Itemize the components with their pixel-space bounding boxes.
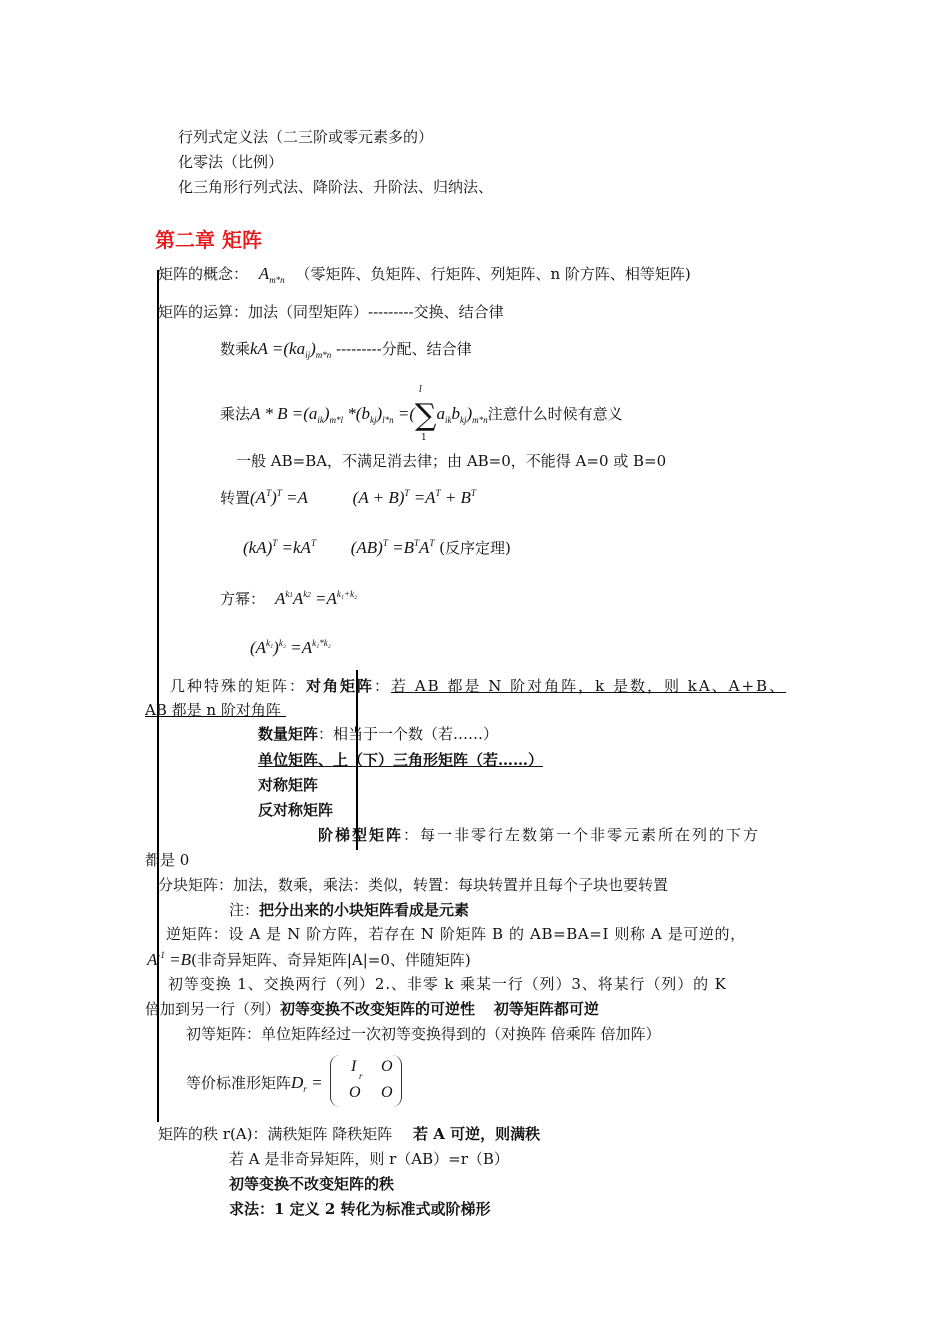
t2-eq: =A [409, 488, 436, 507]
concept-symbol-sub: m*n [269, 275, 285, 285]
scalar-mult-line [220, 339, 472, 361]
mult-close-3: ) [466, 404, 473, 423]
canonical-d: D [291, 1073, 304, 1092]
matrix-cell-11: I [351, 1058, 357, 1075]
t4-eq: =B [387, 538, 414, 557]
t4-sup3: T [429, 538, 435, 548]
inverse-sup: -1 [157, 950, 165, 960]
diag-colon: ： [374, 677, 392, 695]
p1-k1: k [285, 589, 290, 599]
p2-close: ) [273, 638, 279, 657]
mult-eq: =( [393, 404, 416, 423]
scalar-matrix-label: 数量矩阵 [258, 725, 319, 743]
sigma-symbol: ∑ [415, 398, 437, 433]
t1-sup: T [266, 488, 272, 498]
t3: (kA) [243, 538, 273, 557]
transpose-line-1 [220, 488, 476, 510]
elementary-line-2 [145, 999, 599, 1019]
matrix-cell-22: O [381, 1084, 393, 1101]
elementary-bold-1: 初等变换不改变矩阵的可逆性 [280, 1000, 476, 1018]
p1-sum: k₁+k₂ [336, 589, 358, 599]
block-line: 分块矩阵：加法，数乘，乘法：类似，转置：每块转置并且每个子块也要转置 [158, 876, 669, 894]
mult-sum-ik: ik [444, 415, 452, 425]
elementary-label-2: 倍加到另一行（列） [145, 1000, 281, 1018]
mult-sum-a: a [436, 404, 445, 423]
mult-sum-kj: kj [459, 415, 467, 425]
power-label: 方幂： [220, 590, 266, 608]
mult-sub-ml: m*l [329, 415, 344, 425]
t2-sup2: T [435, 488, 441, 498]
scalar-note: ---------分配、结合律 [336, 340, 472, 358]
p1-eq: =A [310, 589, 337, 608]
sigma-top: l [419, 385, 422, 395]
matrix-cell-21: O [349, 1084, 361, 1101]
scalar-label: 数乘 [220, 340, 251, 358]
t1: (A [250, 488, 267, 507]
elementary-bold-2: 初等矩阵都可逆 [493, 1000, 599, 1018]
t2-sup3: T [470, 488, 476, 498]
scalar-formula: kA =(ka [250, 339, 306, 358]
concept-symbol: A [258, 264, 270, 283]
canonical-label: 等价标准形矩阵 [186, 1074, 292, 1092]
p2-open: (A [250, 638, 267, 657]
transpose-line-2 [243, 538, 511, 560]
p2-k1: k₁ [266, 638, 274, 648]
block-note: 把分出来的小块矩阵看成是元素 [259, 901, 470, 919]
power-line-1 [220, 589, 357, 612]
unit-matrix-label: 单位矩阵、上（下）三角形矩阵（若……） [258, 751, 544, 769]
mult-sum-b: b [451, 404, 460, 423]
rank-bold: 若 A 可逆，则满秩 [413, 1125, 541, 1143]
intro-line-2: 化零法（比例） [178, 153, 284, 171]
diag-desc-2: AB 都是 n 阶对角阵 [145, 701, 281, 719]
intro-line-3: 化三角形行列式法、降阶法、升阶法、归纳法、 [178, 178, 494, 196]
echelon-desc-2: 都是 0 [145, 851, 190, 869]
rank-line-4: 求法：1 定义 2 转化为标准式或阶梯形 [229, 1200, 491, 1218]
p1-k2: k [303, 589, 308, 599]
echelon-desc: ：每一非零行左数第一个非零元素所在列的下方 [403, 826, 761, 844]
canonical-r: r [303, 1084, 307, 1094]
mult-sub-ik: ik [317, 415, 324, 425]
block-note-label: 注： [229, 901, 260, 919]
transpose-label: 转置 [220, 489, 251, 507]
mult-close-1: ) [323, 404, 330, 423]
t3-eq: =kA [277, 538, 311, 557]
concept-types: （零矩阵、负矩阵、行矩阵、列矩阵、n 阶方阵、相等矩阵) [295, 265, 691, 283]
echelon-line [318, 825, 760, 845]
p1-k2s: 2 [307, 591, 311, 599]
symmetric-label: 对称矩阵 [258, 776, 319, 794]
chapter-title: 第二章 矩阵 [155, 228, 262, 252]
scalar-matrix-desc: ：相当于一个数（若……） [318, 725, 499, 743]
diag-desc: 若 AB 都是 N 阶对角阵，k 是数，则 kA、A+B、 [391, 677, 787, 695]
mult-sub-ln: l*n [382, 415, 394, 425]
mult-close-2: ) [376, 404, 383, 423]
t2-plus: + B [440, 488, 471, 507]
concept-label: 矩阵的概念： [158, 265, 249, 283]
t3-sup: T [272, 538, 278, 548]
rank-line [158, 1124, 540, 1144]
power-line-2 [250, 638, 331, 660]
p1-k1s: 1 [289, 591, 293, 599]
outline-bracket-line [157, 270, 159, 1122]
rank-line-3: 初等变换不改变矩阵的秩 [229, 1175, 395, 1193]
rank-line-2: 若 A 是非奇异矩阵，则 r（AB）=r（B） [229, 1150, 509, 1168]
elementary-matrix-line: 初等矩阵：单位矩阵经过一次初等变换得到的（对换阵 倍乘阵 倍加阵） [186, 1025, 661, 1043]
inverse-line: 逆矩阵：设 A 是 N 阶方阵，若存在 N 阶矩阵 B 的 AB=BA=I 则称 A 是可逆的， [166, 925, 746, 943]
t4-note: (反序定理) [434, 539, 511, 557]
t2: (A + B) [352, 488, 405, 507]
concept-line [158, 264, 691, 286]
canonical-eq: = [306, 1073, 323, 1092]
t1-eq: =A [281, 488, 308, 507]
p1-b: A [292, 589, 304, 608]
t4-sup: T [382, 538, 388, 548]
t1-close: ) [271, 488, 277, 507]
scalar-close: ) [310, 339, 316, 358]
inverse-note: (非奇异矩阵、奇异矩阵|A|=0、伴随矩阵) [191, 951, 471, 969]
t4-sup2: T [413, 538, 419, 548]
mult-note: 注意什么时候有意义 [487, 405, 623, 423]
mult-star: *(b [343, 404, 370, 423]
matrix-mult-line [220, 385, 623, 443]
diag-label: 对角矩阵 [306, 677, 375, 695]
inverse-a: A [147, 950, 158, 969]
matrix-cell-12: O [381, 1058, 393, 1075]
sigma-bottom: 1 [421, 433, 427, 443]
scalar-sub-ij: ij [305, 350, 311, 360]
rank-label: 矩阵的秩 r(A)：满秩矩阵 降秩矩阵 [158, 1125, 393, 1143]
general-note: 一般 AB=BA，不满足消去律；由 AB=0，不能得 A=0 或 B=0 [236, 452, 667, 470]
t4-a: A [418, 538, 430, 557]
scalar-matrix-line [258, 724, 498, 744]
elementary-line: 初等变换 1、交换两行（列）2.、非零 k 乘某一行（列）3、将某行（列）的 K [168, 975, 727, 993]
t4: (AB) [350, 538, 383, 557]
inverse-eq: =B [164, 950, 191, 969]
t3-sup2: T [310, 538, 316, 548]
mult-label: 乘法 [220, 405, 251, 423]
sigma-stack [415, 385, 437, 443]
p1-a: A [275, 589, 286, 608]
canonical-matrix [330, 1055, 402, 1107]
p2-eq: =A [285, 638, 313, 657]
canonical-line [186, 1073, 323, 1095]
echelon-label: 阶梯型矩阵 [318, 826, 404, 844]
matrix-cell-11-sub: r [359, 1071, 363, 1081]
scalar-sub-mn: m*n [315, 350, 332, 360]
mult-sub-mn: m*n [472, 415, 488, 425]
p2-sum: k₁*k₂ [312, 638, 331, 648]
operations-addition: 矩阵的运算：加法（同型矩阵）---------交换、结合律 [158, 303, 504, 321]
p2-k2: k₂ [278, 638, 286, 648]
special-label: 几种特殊的矩阵： [170, 677, 307, 695]
t1-sup2: T [276, 488, 282, 498]
intro-line-1: 行列式定义法（二三阶或零元素多的） [178, 128, 434, 146]
mult-sub-kj: kj [369, 415, 377, 425]
block-note-line [229, 900, 469, 920]
mult-formula-a: A * B =(a [250, 404, 318, 423]
t2-sup: T [404, 488, 410, 498]
antisymmetric-label: 反对称矩阵 [258, 801, 334, 819]
inverse-formula-line [147, 950, 471, 972]
special-line-1 [170, 676, 786, 696]
